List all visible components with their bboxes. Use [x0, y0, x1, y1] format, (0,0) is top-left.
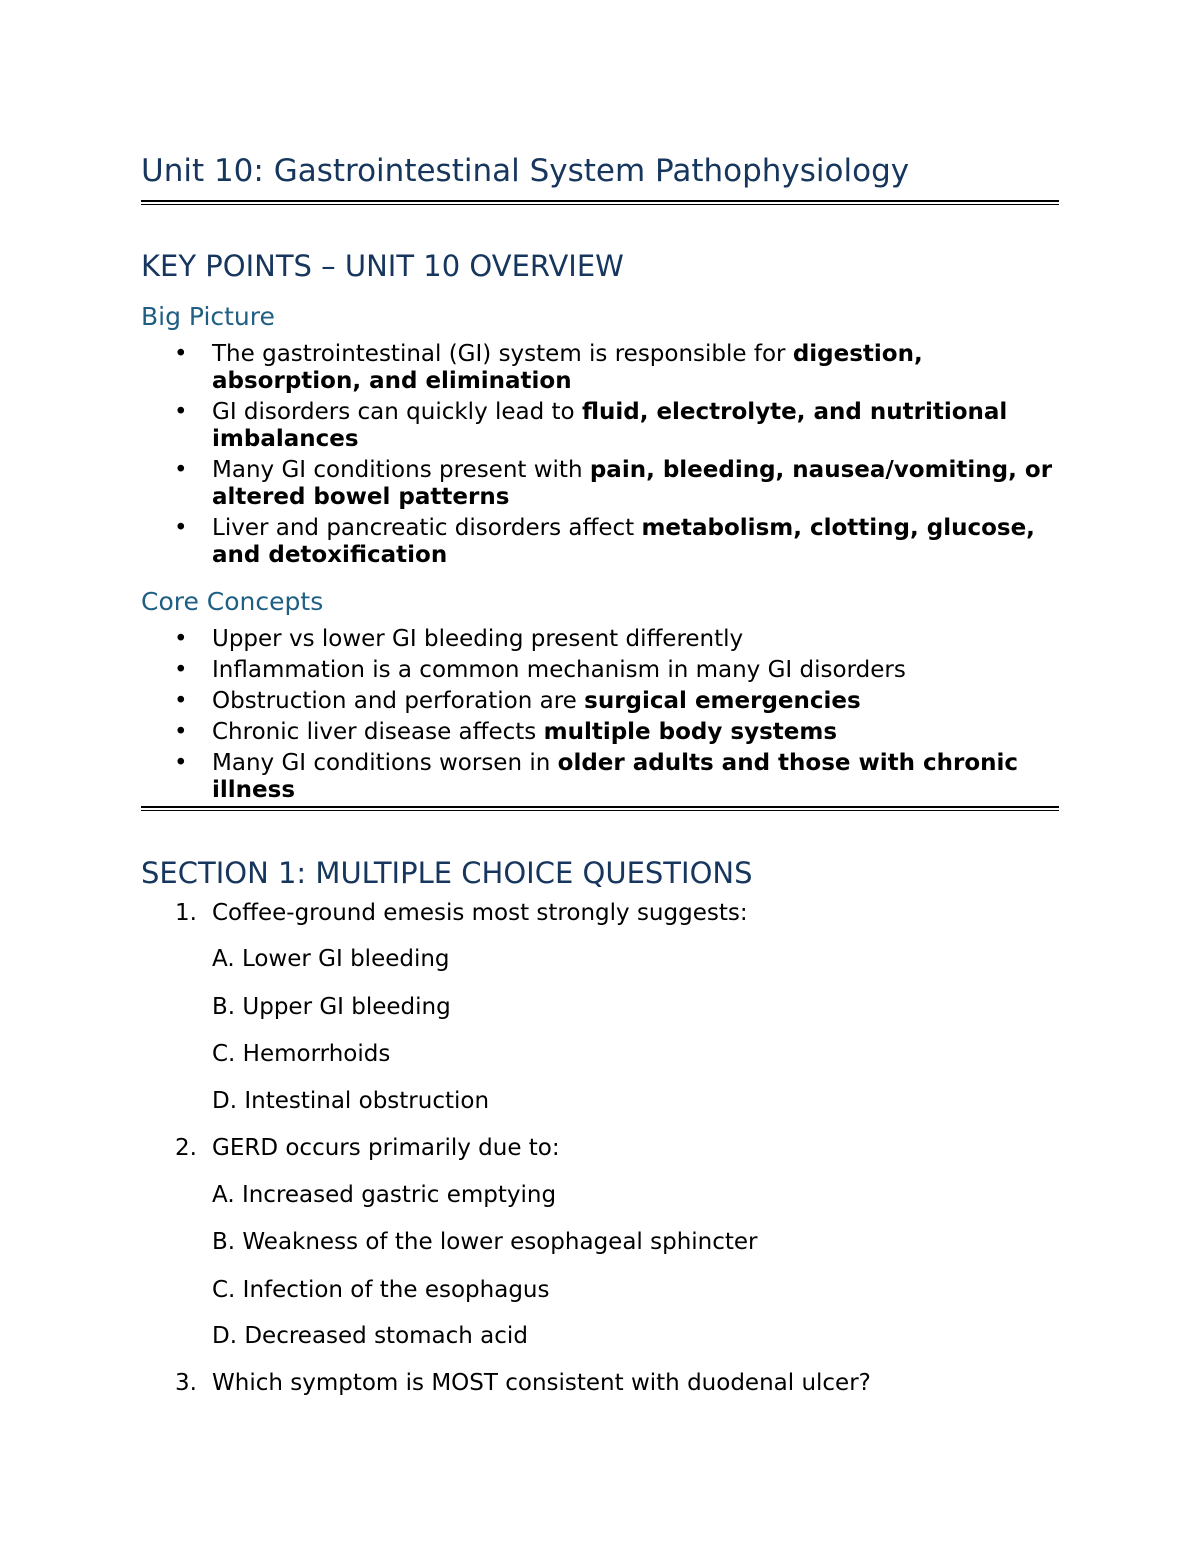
bullet-icon: • — [174, 341, 188, 367]
core-concepts-list — [141, 626, 1059, 808]
list-item: • Upper vs lower GI bleeding present differently — [174, 626, 744, 652]
bullet-icon: • — [174, 657, 188, 683]
question-number: 1. — [175, 900, 197, 926]
list-item: • Liver and pancreatic disorders affect metabolism, clotting, glucose, and detoxification — [174, 515, 1035, 568]
page-title: Unit 10: Gastrointestinal System Pathophysiology — [141, 153, 910, 189]
question-text: Which symptom is MOST consistent with duodenal ulcer? — [212, 1370, 871, 1396]
answer-option: D. Intestinal obstruction — [212, 1088, 490, 1114]
list-item: • Chronic liver disease affects multiple body systems — [174, 719, 838, 745]
question-number: 2. — [175, 1135, 197, 1161]
big-picture-list — [141, 341, 1059, 573]
answer-option: A. Increased gastric emptying — [212, 1182, 557, 1208]
key-points-heading: KEY POINTS – UNIT 10 OVERVIEW — [141, 249, 624, 283]
answer-option: C. Infection of the esophagus — [212, 1277, 550, 1303]
list-item: • Many GI conditions worsen in older adults and those with chronic illness — [174, 750, 1019, 803]
bullet-icon: • — [174, 399, 188, 425]
answer-option: A. Lower GI bleeding — [212, 946, 450, 972]
title-divider — [141, 200, 1059, 205]
bullet-icon: • — [174, 626, 188, 652]
answer-option: B. Upper GI bleeding — [212, 994, 451, 1020]
bullet-icon: • — [174, 750, 188, 776]
question-text: Coffee-ground emesis most strongly suggests: — [212, 900, 748, 926]
core-concepts-heading: Core Concepts — [141, 587, 324, 616]
answer-option: D. Decreased stomach acid — [212, 1323, 528, 1349]
list-item: • Many GI conditions present with pain, bleeding, nausea/vomiting, or altered bowel patterns — [174, 457, 1053, 510]
bullet-icon: • — [174, 719, 188, 745]
list-item: • Obstruction and perforation are surgical emergencies — [174, 688, 861, 714]
big-picture-heading: Big Picture — [141, 302, 275, 331]
list-item: • GI disorders can quickly lead to fluid, electrolyte, and nutritional imbalances — [174, 399, 1008, 452]
question-number: 3. — [175, 1370, 197, 1396]
list-item: • Inflammation is a common mechanism in many GI disorders — [174, 657, 906, 683]
answer-option: C. Hemorrhoids — [212, 1041, 391, 1067]
question-text: GERD occurs primarily due to: — [212, 1135, 560, 1161]
key-points-divider — [141, 806, 1059, 811]
answer-option: B. Weakness of the lower esophageal sphincter — [212, 1229, 758, 1255]
bullet-icon: • — [174, 515, 188, 541]
list-item: • The gastrointestinal (GI) system is responsible for digestion, absorption, and elimination — [174, 341, 923, 394]
bullet-icon: • — [174, 457, 188, 483]
section1-heading: SECTION 1: MULTIPLE CHOICE QUESTIONS — [141, 856, 753, 890]
bullet-icon: • — [174, 688, 188, 714]
